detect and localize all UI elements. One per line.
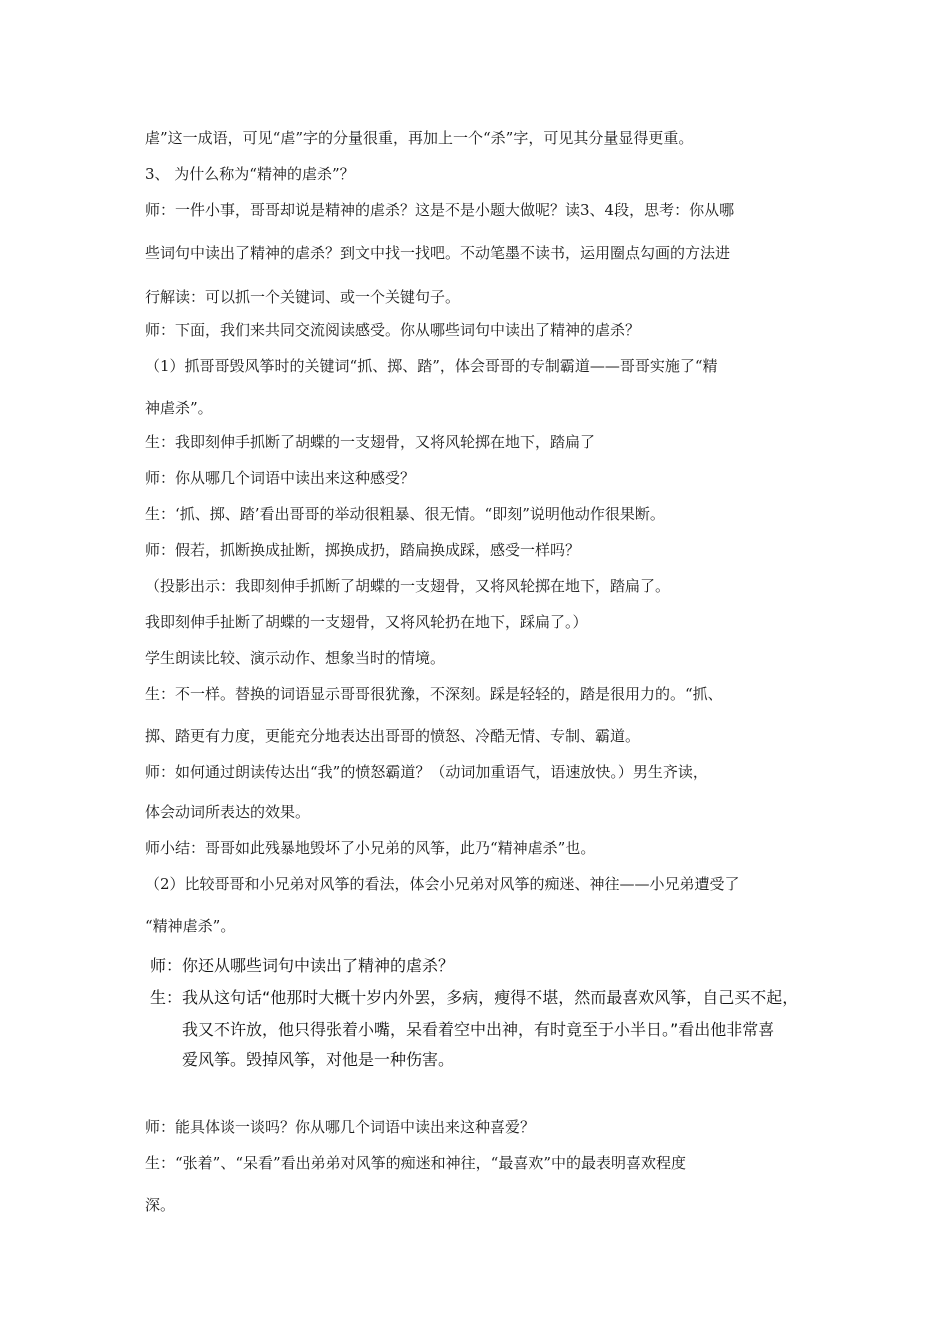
image-text-line: 我又不许放，他只得张着小嘴，呆看着空中出神，有时竟至于小半日。”看出他非常喜 (182, 1020, 775, 1039)
text-line: 我即刻伸手扯断了胡蝶的一支翅骨，又将风轮扔在地下，踩扁了。） (145, 613, 588, 631)
text-line: （1）抓哥哥毁风筝时的关键词“抓、掷、踏”，体会哥哥的专制霸道——哥哥实施了“精 (145, 357, 718, 375)
text-line: （投影出示：我即刻伸手抓断了胡蝶的一支翅骨，又将风轮掷在地下，踏扁了。 (145, 577, 671, 595)
text-line: 师：假若，抓断换成扯断，掷换成扔，踏扁换成踩，感受一样吗？ (145, 541, 581, 559)
text-line: 神虐杀”。 (145, 399, 213, 417)
text-line: （2）比较哥哥和小兄弟对风筝的看法，体会小兄弟对风筝的痴迷、神往——小兄弟遭受了 (145, 875, 740, 893)
embedded-screenshot (150, 948, 840, 1080)
text-line: 些词句中读出了精神的虐杀？到文中找一找吧。不动笔墨不读书，运用圈点勾画的方法进 (145, 244, 731, 262)
text-line: 生：不一样。替换的词语显示哥哥很犹豫，不深刻。踩是轻轻的，踏是很用力的。“抓、 (145, 685, 723, 703)
text-line: 师：一件小事，哥哥却说是精神的虐杀？这是不是小题大做呢？读3、4段，思考：你从哪 (145, 201, 735, 219)
image-text-line: 生：我从这句话“他那时大概十岁内外罢，多病，瘦得不堪，然而最喜欢风筝，自己买不起， (150, 988, 799, 1007)
text-line: 深。 (145, 1196, 176, 1214)
text-line: 学生朗读比较、演示动作、想象当时的情境。 (145, 649, 446, 667)
text-line: 行解读：可以抓一个关键词、或一个关键句子。 (145, 288, 461, 306)
text-line: 师：下面，我们来共同交流阅读感受。你从哪些词句中读出了精神的虐杀？ (145, 321, 641, 339)
image-text-line: 爱风筝。毁掉风筝，对他是一种伤害。 (182, 1050, 455, 1069)
text-line: 师：你从哪几个词语中读出来这种感受？ (145, 469, 416, 487)
text-line: 体会动词所表达的效果。 (145, 803, 311, 821)
text-line: 生：‘抓、掷、踏’看出哥哥的举动很粗暴、很无情。“即刻”说明他动作很果断。 (145, 505, 665, 523)
text-line: “精神虐杀”。 (145, 917, 236, 935)
text-line: 师：如何通过朗读传达出“我”的愤怒霸道？（动词加重语气，语速放快。）男生齐读， (145, 763, 708, 781)
text-line: 虐”这一成语，可见“虐”字的分量很重，再加上一个“杀”字，可见其分量显得更重。 (145, 129, 694, 147)
text-line: 掷、踏更有力度，更能充分地表达出哥哥的愤怒、冷酷无情、专制、霸道。 (145, 727, 641, 745)
text-line: 生：“张着”、“呆看”看出弟弟对风筝的痴迷和神往，“最喜欢”中的最表明喜欢程度 (145, 1154, 687, 1172)
text-line: 师：能具体谈一谈吗？你从哪几个词语中读出来这种喜爱？ (145, 1118, 536, 1136)
text-line: 师小结：哥哥如此残暴地毁坏了小兄弟的风筝，此乃“精神虐杀”也。 (145, 839, 596, 857)
question-heading: 3、 为什么称为“精神的虐杀”？ (145, 165, 355, 183)
text-line: 生：我即刻伸手抓断了胡蝶的一支翅骨，又将风轮掷在地下，踏扁了 (145, 433, 596, 451)
image-text-line: 师：你还从哪些词句中读出了精神的虐杀？ (150, 956, 455, 975)
